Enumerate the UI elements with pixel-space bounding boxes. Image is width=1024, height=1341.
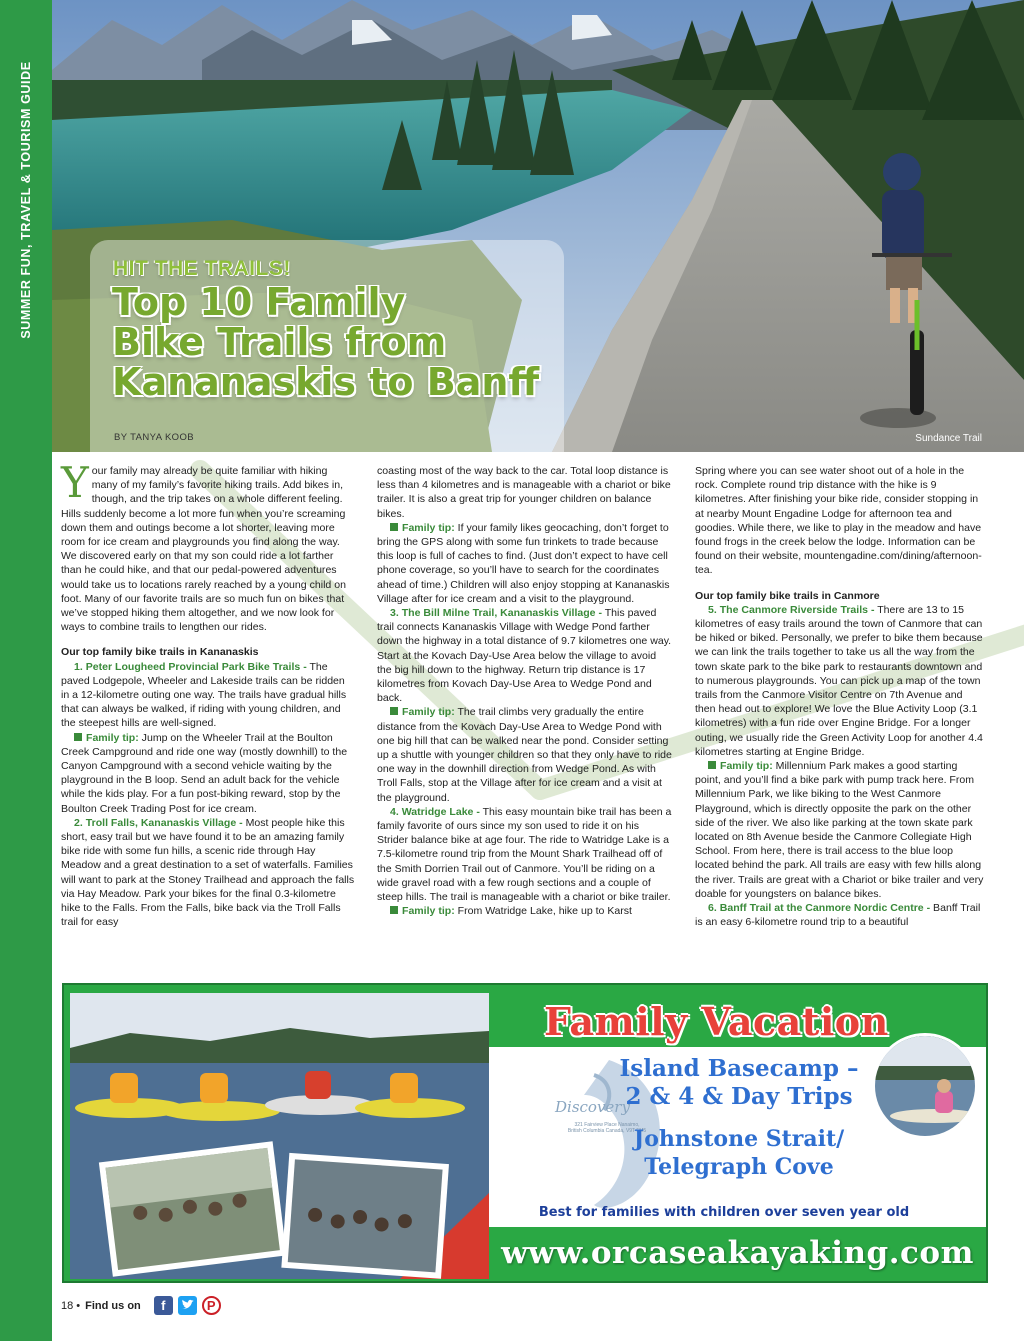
article-title xyxy=(112,282,562,402)
tip-text: If your family likes geocaching, don’t forget to bring the GPS along with some fun trinkets to trade because this loop is full of caches to find. (Just don’t expect to have cell phone coverage, so you’ll have to search for the coordinates ahead of time.) Children will also enjoy stopping at Kananaskis Village after for ice cream and a visit to the playground. xyxy=(377,521,670,605)
ad-trip-2 xyxy=(619,1125,859,1181)
ad-tagline: Best for families with children over seven year old xyxy=(538,1205,910,1220)
ad-trip-2-line: Telegraph Cove xyxy=(644,1154,834,1180)
bullet-square-icon xyxy=(390,523,398,531)
family-tip xyxy=(377,705,672,804)
article-column-1 xyxy=(61,458,355,930)
bullet-square-icon xyxy=(708,761,716,769)
trail-text: Most people hike this short, easy trail but we have found it to be an amazing family bike ride with some fun hills, a scenic ride through Hay Meadow and a great destination to a set of waterfalls. Families will want to park at the Stoney Trailhead and approach the falls via Hay Meadow. Park your bikes for the final 0.3-kilometre hike to the Falls. From the Falls, bike back via the Troll Falls trail for easy xyxy=(61,816,355,929)
bullet-square-icon xyxy=(74,733,82,741)
article-column-2 xyxy=(377,464,672,919)
bullet-square-icon xyxy=(390,707,398,715)
article-column-3 xyxy=(695,464,985,930)
title-line: Bike Trails from xyxy=(112,320,447,364)
trail-name: 3. The Bill Milne Trail, Kananaskis Village - xyxy=(390,607,602,620)
logo-name: Discovery xyxy=(555,1098,630,1116)
tip-text: Millennium Park makes a good starting point, and you’ll find a bike park with pump track here. From Millennium Park, we like biking to the West Canmore Playground, which is directly opposite the park on the other side of the river. We also like parking at the town skate park located on 8th Avenue beside the Canmore Collegiate High School. From here, there is trail access to the blue loop located behind the park. All trails are easy with few hills along the river. Trails are great with a Chariot or bike trailer and very doable for youngsters on balance bikes. xyxy=(695,760,984,900)
family-tip xyxy=(61,731,355,816)
tip-label: Family tip: xyxy=(402,905,455,918)
trail-text: Banff Trail is an easy 6-kilometre round trip to a beautiful xyxy=(695,902,981,929)
tip-text: Jump on the Wheeler Trail at the Boulton Creek Campground and ride one way (mostly downhill) to the Canyon Campground with a second vehicle waiting by the playground in the B loop. Send an adult back for the vehicle while the kids play. For a fun post-biking reward, stop by the Boulton Creek Trading Post for ice cream. xyxy=(61,731,348,815)
trail-name: 2. Troll Falls, Kananaskis Village - xyxy=(74,816,243,829)
trail-entry xyxy=(61,660,355,731)
bullet-square-icon xyxy=(390,906,398,914)
facebook-icon[interactable]: f xyxy=(154,1296,173,1315)
ad-title: Family Vacation xyxy=(544,999,889,1044)
article-kicker: HIT THE TRAILS! xyxy=(113,257,291,280)
family-tip xyxy=(695,759,985,901)
logo-address: 321 Fairview Place Nanaimo, British Columbia Canada, V9T 5M5 xyxy=(567,1122,647,1134)
kayak-photo xyxy=(70,993,489,1279)
advertisement[interactable] xyxy=(62,983,988,1283)
tip-text: The trail climbs very gradually the entire distance from the Kovach Day-Use Area to Wedge Pond with one big hill that can be walked near the pond. Consider setting up a shuttle with younger children so that they only have to ride one way in the downhill direction from Wedge Pond. As with Troll Falls, stop at the Village after for ice cream and a visit at the playground. xyxy=(377,706,672,804)
ad-website-link[interactable]: www.orcaseakayaking.com xyxy=(501,1235,974,1271)
pinterest-icon[interactable]: P xyxy=(202,1296,221,1315)
tip-label: Family tip: xyxy=(720,760,773,773)
byline: BY TANYA KOOB xyxy=(114,432,194,443)
title-line: Kananaskis to Banff xyxy=(112,360,540,404)
section-heading: Our top family bike trails in Kananaskis xyxy=(61,646,259,659)
continued-text: Spring where you can see water shoot out of a hole in the rock. Complete round trip distance with the hike is 9 kilometres. After finishing your bike ride, consider stopping in at nearby Mount Engadine Lodge for afternoon tea and goodies. While there, we like to play in the meadow and have found frogs in the creek below the lodge. Information can be found on their website, mountengadine.com/dining/afternoon-tea. xyxy=(695,465,982,577)
page-number: 18 • xyxy=(61,1299,81,1312)
trail-entry xyxy=(377,805,672,904)
trail-entry xyxy=(695,901,985,929)
trail-name: 5. The Canmore Riverside Trails - xyxy=(708,603,875,616)
twitter-bird-glyph xyxy=(178,1296,197,1315)
side-strip-text: SUMMER FUN, TRAVEL & TOURISM GUIDE xyxy=(19,61,33,339)
kayak-illustration xyxy=(70,993,489,1279)
ad-circle-photo xyxy=(872,1033,978,1139)
ad-trip-1-line: Island Basecamp – xyxy=(619,1055,859,1082)
title-line: Top 10 Family xyxy=(112,280,406,324)
page-footer xyxy=(61,1296,221,1315)
trail-text: The paved Lodgepole, Wheeler and Lakeside trails can be ridden in a 12-kilometre outing one way. The trails have gradual hills that can always be walked, if riding with young children, and the steepest hills are well-signed. xyxy=(61,660,347,730)
continued-text: coasting most of the way back to the car. Total loop distance is less than 4 kilometres and is manageable with a chariot or bike trailer. It is also a great trip for younger children on balance bikes. xyxy=(377,465,671,520)
trail-entry xyxy=(377,606,672,705)
trail-text: This easy mountain bike trail has been a family favorite of ours since my son used to ride it on his Strider balance bike at age four. The ride to Watridge Lake is a 7.5-kilometre round trip from the Mount Shark Trailhead off of the Smith Dorrien Trail out of Canmore. You’ll be riding on a wide gravel road with a few rough sections and a couple of steep hills. The trail is manageable with a chariot or bike trailer. xyxy=(377,805,672,904)
trail-name: 6. Banff Trail at the Canmore Nordic Centre - xyxy=(708,902,931,915)
tip-label: Family tip: xyxy=(86,731,139,744)
ad-trip-2-line: Johnstone Strait/ xyxy=(633,1126,845,1152)
family-tip xyxy=(377,904,672,918)
drop-cap: Y xyxy=(61,458,89,507)
trail-entry xyxy=(61,816,355,930)
photo-caption: Sundance Trail xyxy=(915,433,982,444)
section-heading: Our top family bike trails in Canmore xyxy=(695,589,880,602)
tip-label: Family tip: xyxy=(402,521,455,534)
trail-name: 4. Watridge Lake - xyxy=(390,805,480,818)
trail-text: There are 13 to 15 kilometres of easy trails around the town of Canmore that can be hiked or biked. Personally, we prefer to bike them because we can link the trails together to take us all the way from the town skate park to the bike park to restaurants downtown and to numerous playgrounds. You can pick up a map of the town trails from the Canmore Visitor Centre on 7th Avenue and then head out to explore! We love the Blue Activity Loop (3.1 kilometres) with a fun ride over Engine Bridge. For a longer outing, we usually ride the Green Activity Loop for another 4.4 kilometres starting at Engine Bridge. xyxy=(695,603,983,758)
twitter-icon[interactable] xyxy=(178,1296,197,1315)
family-tip xyxy=(377,521,672,606)
trail-entry xyxy=(695,603,985,759)
intro-paragraph xyxy=(61,458,355,634)
trail-name: 1. Peter Lougheed Provincial Park Bike Trails - xyxy=(74,660,307,673)
tip-text: From Watridge Lake, hike up to Karst xyxy=(454,905,632,918)
find-us-label: Find us on xyxy=(85,1299,141,1312)
trail-text: This paved trail connects Kananaskis Village with Wedge Pond farther down the highway in a total distance of 9.7 kilometres one way. Start at the Kovach Day-Use Area below the village to avoid the big hill down to the highway. Return trip distance is 17 kilometres from Kovach Day-Use Area to Wedge Pond and back. xyxy=(377,607,672,705)
intro-text: our family may already be quite familiar with hiking many of my family’s favorite hiking trails. Add bikes in, though, and the trip takes on a whole different feeling. Hills suddenly become a lot more fun when you’re screaming down them and outings become a lot shorter, leaving more room for ice cream and playgrounds you find along the way. We discovered early on that my son could ride a lot farther than he could hike, and that our pedal-powered adventures would take us to locations rarely reached by a young child on foot. Many of our favorite trails are so much fun on bikes that we’ve stopped hiking them altogether, and we now look for ways to combine trails to lengthen our rides. xyxy=(61,465,346,634)
ad-trip-1 xyxy=(614,1055,864,1111)
ad-trip-1-line: 2 & 4 & Day Trips xyxy=(625,1083,853,1110)
tip-label: Family tip: xyxy=(402,706,455,719)
